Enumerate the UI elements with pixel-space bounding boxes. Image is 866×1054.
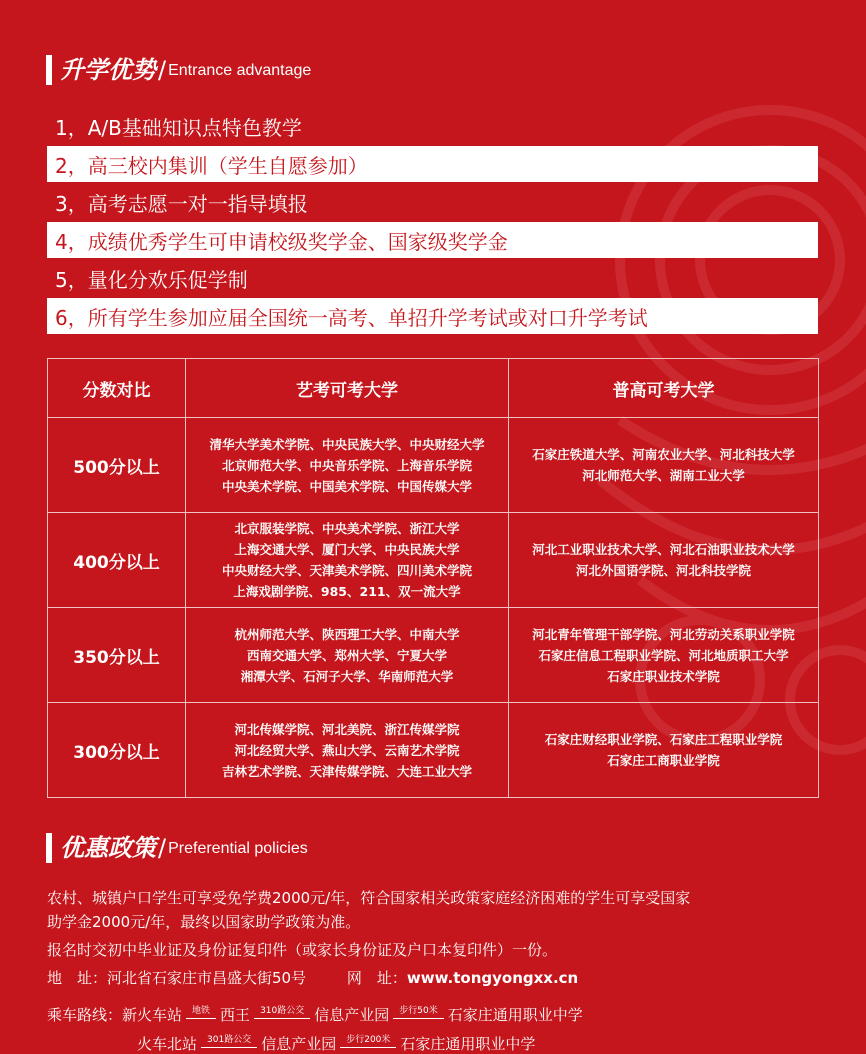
route-tag: 地铁	[186, 1006, 216, 1019]
heading-bar	[46, 833, 52, 863]
header-art: 艺考可考大学	[186, 359, 509, 418]
policy-line: 助学金2000元/年，最终以国家助学政策为准。	[47, 913, 361, 931]
route-stop: 信息产业园	[261, 1035, 337, 1053]
policy-title-cn: 优惠政策	[60, 833, 156, 862]
route-label: 乘车路线：	[47, 1006, 123, 1024]
web-label: 网 址：	[346, 969, 407, 987]
table-row	[48, 608, 819, 703]
route-line-1	[47, 1004, 583, 1025]
table-row	[48, 418, 819, 513]
route-line-2	[137, 1033, 535, 1054]
art-universities: 河北传媒学院、河北美院、浙江传媒学院 河北经贸大学、燕山大学、云南艺术学院 吉林艺术学院、天津传媒学院、大连工业大学	[186, 703, 509, 798]
route-stop: 火车北站	[137, 1035, 198, 1053]
art-universities: 清华大学美术学院、中央民族大学、中央财经大学 北京师范大学、中央音乐学院、上海音乐学院 中央美术学院、中国美术学院、中国传媒大学	[186, 418, 509, 513]
heading-slash: /	[158, 56, 167, 84]
general-universities: 石家庄财经职业学院、石家庄工程职业学院 石家庄工商职业学院	[509, 703, 819, 798]
policy-heading	[46, 833, 308, 863]
route-tag: 步行50米	[393, 1006, 443, 1019]
policy-line: 农村、城镇户口学生可享受免学费2000元/年，符合国家相关政策家庭经济困难的学生可享受国家	[47, 889, 691, 907]
advantage-item: 4，成绩优秀学生可申请校级奖学金、国家级奖学金	[47, 222, 818, 258]
advantage-title-cn: 升学优势	[60, 55, 156, 84]
advantage-item: 6，所有学生参加应届全国统一高考、单招升学考试或对口升学考试	[47, 298, 818, 334]
general-universities: 河北青年管理干部学院、河北劳动关系职业学院 石家庄信息工程职业学院、河北地质职工大学 石家庄职业技术学院	[509, 608, 819, 703]
address: 河北省石家庄市昌盛大街50号	[107, 969, 307, 987]
score-level: 300分以上	[48, 703, 186, 798]
art-universities: 杭州师范大学、陕西理工大学、中南大学 西南交通大学、郑州大学、宁夏大学 湘潭大学、石河子大学、华南师范大学	[186, 608, 509, 703]
advantage-list	[47, 108, 818, 336]
policy-line: 报名时交初中毕业证及身份证复印件（或家长身份证及户口本复印件）一份。	[47, 941, 558, 959]
header-general: 普高可考大学	[509, 359, 819, 418]
advantage-item: 1，A/B基础知识点特色教学	[55, 115, 302, 140]
score-level: 400分以上	[48, 513, 186, 608]
table-row	[48, 703, 819, 798]
general-universities: 石家庄铁道大学、河南农业大学、河北科技大学 河北师范大学、湖南工业大学	[509, 418, 819, 513]
address-label: 地 址：	[47, 969, 108, 987]
policy-text	[47, 886, 827, 990]
art-universities: 北京服装学院、中央美术学院、浙江大学 上海交通大学、厦门大学、中央民族大学 中央财经大学、天津美术学院、四川美术学院 上海戏剧学院、985、211、双一流大学	[186, 513, 509, 608]
route-stop: 西王	[220, 1006, 251, 1024]
score-level: 500分以上	[48, 418, 186, 513]
web-url[interactable]: www.tongyongxx.cn	[406, 969, 579, 987]
policy-title-en: Preferential policies	[168, 840, 308, 857]
route-tag: 301路公交	[201, 1035, 257, 1048]
advantage-heading	[46, 55, 311, 85]
contact-line	[47, 966, 827, 990]
route-stop: 石家庄通用职业中学	[400, 1035, 536, 1053]
advantage-item: 3，高考志愿一对一指导填报	[55, 191, 308, 216]
advantage-title-en: Entrance advantage	[168, 62, 312, 79]
heading-bar	[46, 55, 52, 85]
advantage-item: 5，量化分欢乐促学制	[55, 267, 248, 292]
table-header-row	[48, 359, 819, 418]
route-stop: 信息产业园	[314, 1006, 390, 1024]
heading-slash: /	[158, 834, 167, 862]
route-stop: 石家庄通用职业中学	[447, 1006, 583, 1024]
score-level: 350分以上	[48, 608, 186, 703]
advantage-item: 2，高三校内集训（学生自愿参加）	[47, 146, 818, 182]
route-tag: 步行200米	[340, 1035, 396, 1048]
general-universities: 河北工业职业技术大学、河北石油职业技术大学 河北外国语学院、河北科技学院	[509, 513, 819, 608]
header-score: 分数对比	[48, 359, 186, 418]
route-stop: 新火车站	[122, 1006, 183, 1024]
table-row	[48, 513, 819, 608]
route-tag: 310路公交	[254, 1006, 310, 1019]
score-table	[47, 358, 819, 798]
